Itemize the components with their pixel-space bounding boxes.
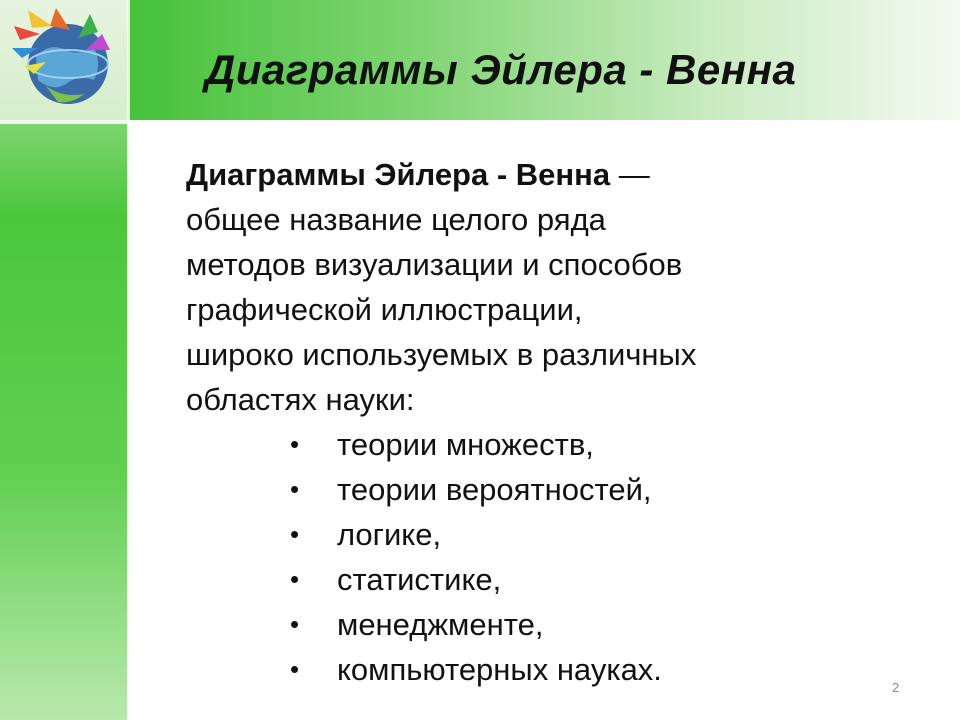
list-item xyxy=(186,602,906,647)
horizontal-divider xyxy=(0,120,960,124)
slide-body xyxy=(186,152,906,692)
list-item-label: логике, xyxy=(337,517,442,552)
bullet-icon: • xyxy=(290,474,300,504)
list-item xyxy=(186,647,906,692)
list-item-label: компьютерных науках. xyxy=(337,652,662,687)
list-item xyxy=(186,512,906,557)
bullet-icon: • xyxy=(290,519,300,549)
list-item-label: статистике, xyxy=(337,562,502,597)
bullet-icon: • xyxy=(290,654,300,684)
definition-line: широко используемых в различных xyxy=(186,337,697,372)
bullet-icon: • xyxy=(290,609,300,639)
vertical-divider xyxy=(127,0,130,720)
page-number: 2 xyxy=(892,680,900,695)
list-item xyxy=(186,557,906,602)
list-item xyxy=(186,467,906,512)
bullet-icon: • xyxy=(290,429,300,459)
list-item-label: менеджменте, xyxy=(337,607,544,642)
list-item-label: теории вероятностей, xyxy=(337,472,652,507)
definition-line: графической иллюстрации, xyxy=(186,292,583,327)
definition-term: Диаграммы Эйлера - Венна xyxy=(186,157,611,192)
list-item xyxy=(186,422,906,467)
fields-list xyxy=(186,422,906,692)
globe-logo-icon xyxy=(6,4,121,112)
bullet-icon: • xyxy=(290,564,300,594)
definition-line: областях науки: xyxy=(186,382,415,417)
definition-first-line xyxy=(186,152,906,197)
definition-line: общее название целого ряда xyxy=(186,202,606,237)
list-item-label: теории множеств, xyxy=(337,427,594,462)
definition-dash: — xyxy=(610,157,650,192)
slide-title: Диаграммы Эйлера - Венна xyxy=(205,46,797,93)
definition-line: методов визуализации и способов xyxy=(186,247,683,282)
